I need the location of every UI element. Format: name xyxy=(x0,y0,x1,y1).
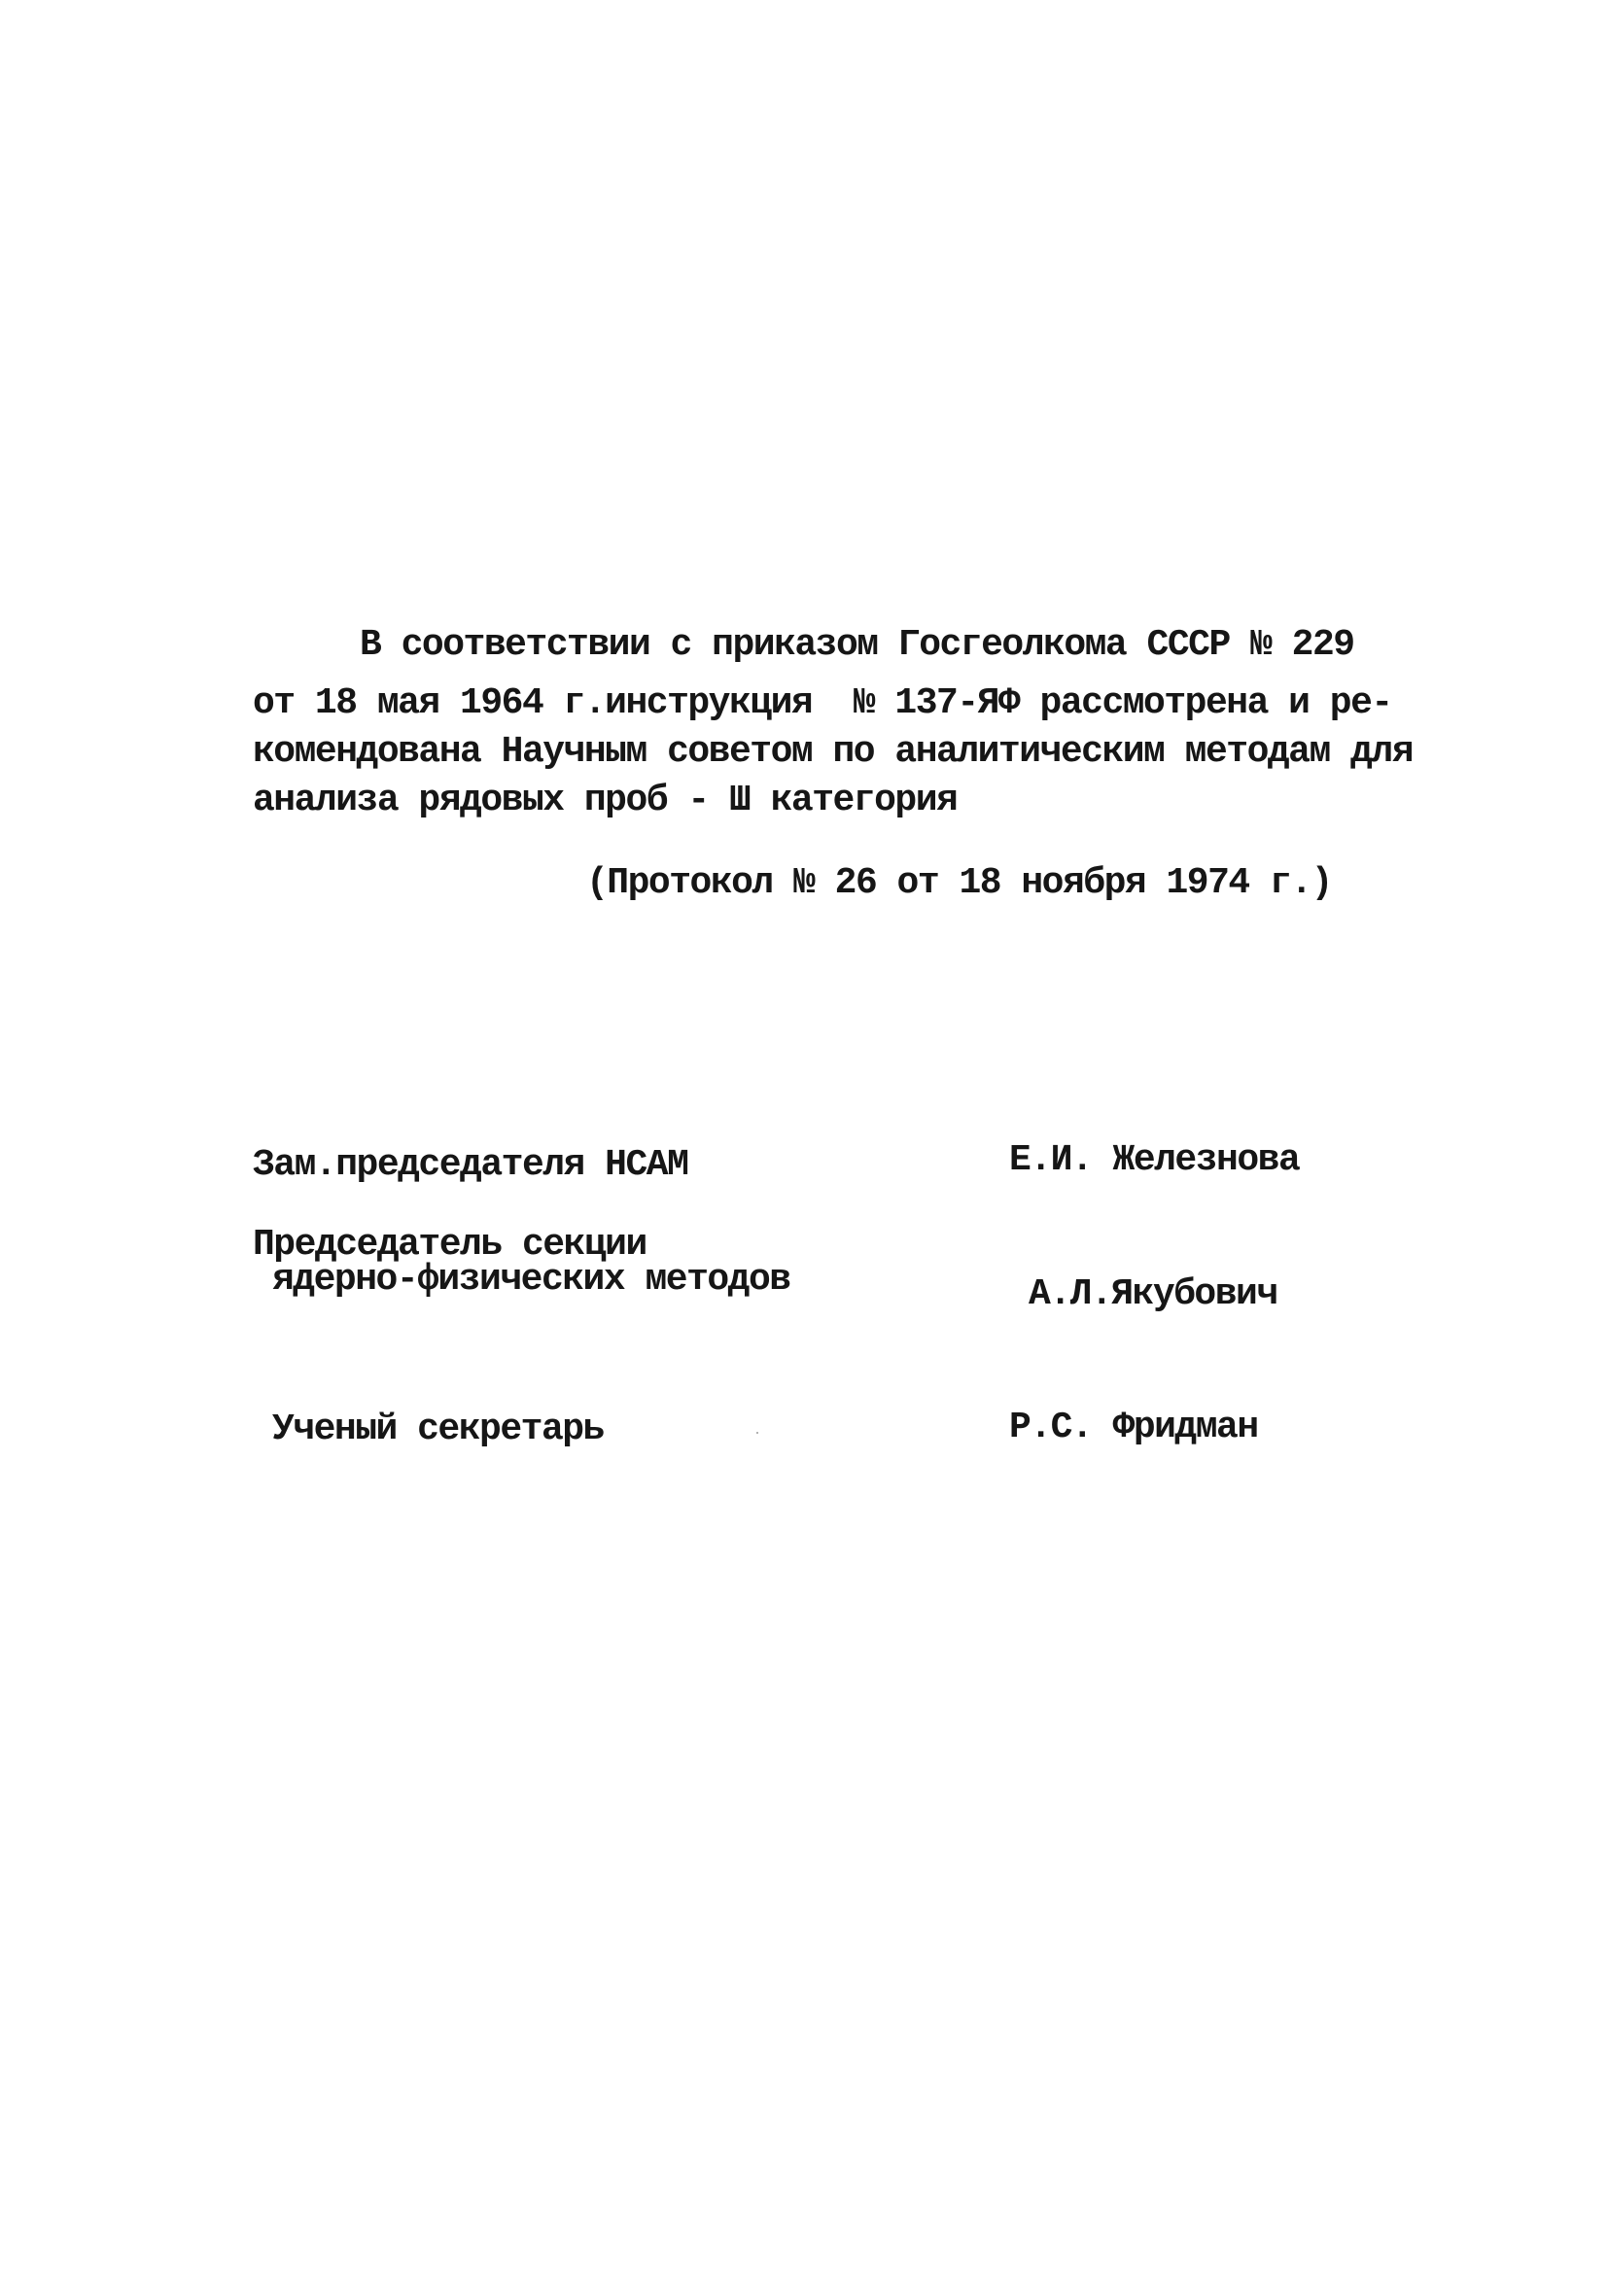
paragraph-line: комендована Научным советом по аналитическим методам для xyxy=(253,731,1414,773)
paragraph-line: от 18 мая 1964 г.инструкция № 137-ЯФ рассмотрена и ре- xyxy=(253,682,1392,724)
paragraph-line: анализа рядовых проб - Ш категория xyxy=(253,780,958,821)
signatory-name: Р.С. Фридман xyxy=(1009,1407,1258,1448)
signatory-title: Зам.председателя НСАМ xyxy=(253,1144,688,1186)
signatory-title: Ученый секретарь xyxy=(272,1409,604,1450)
signatory-name: Е.И. Железнова xyxy=(1009,1139,1300,1181)
protocol-reference: (Протокол № 26 от 18 ноября 1974 г.) xyxy=(586,862,1332,904)
signatory-title: Председатель секции xyxy=(253,1224,647,1266)
scan-speck xyxy=(756,1432,758,1434)
paragraph-line: В соответствии с приказом Госгеолкома СССР № 229 xyxy=(360,624,1354,666)
signatory-name: А.Л.Якубович xyxy=(1029,1273,1277,1315)
signatory-title: ядерно-физических методов xyxy=(272,1259,790,1301)
